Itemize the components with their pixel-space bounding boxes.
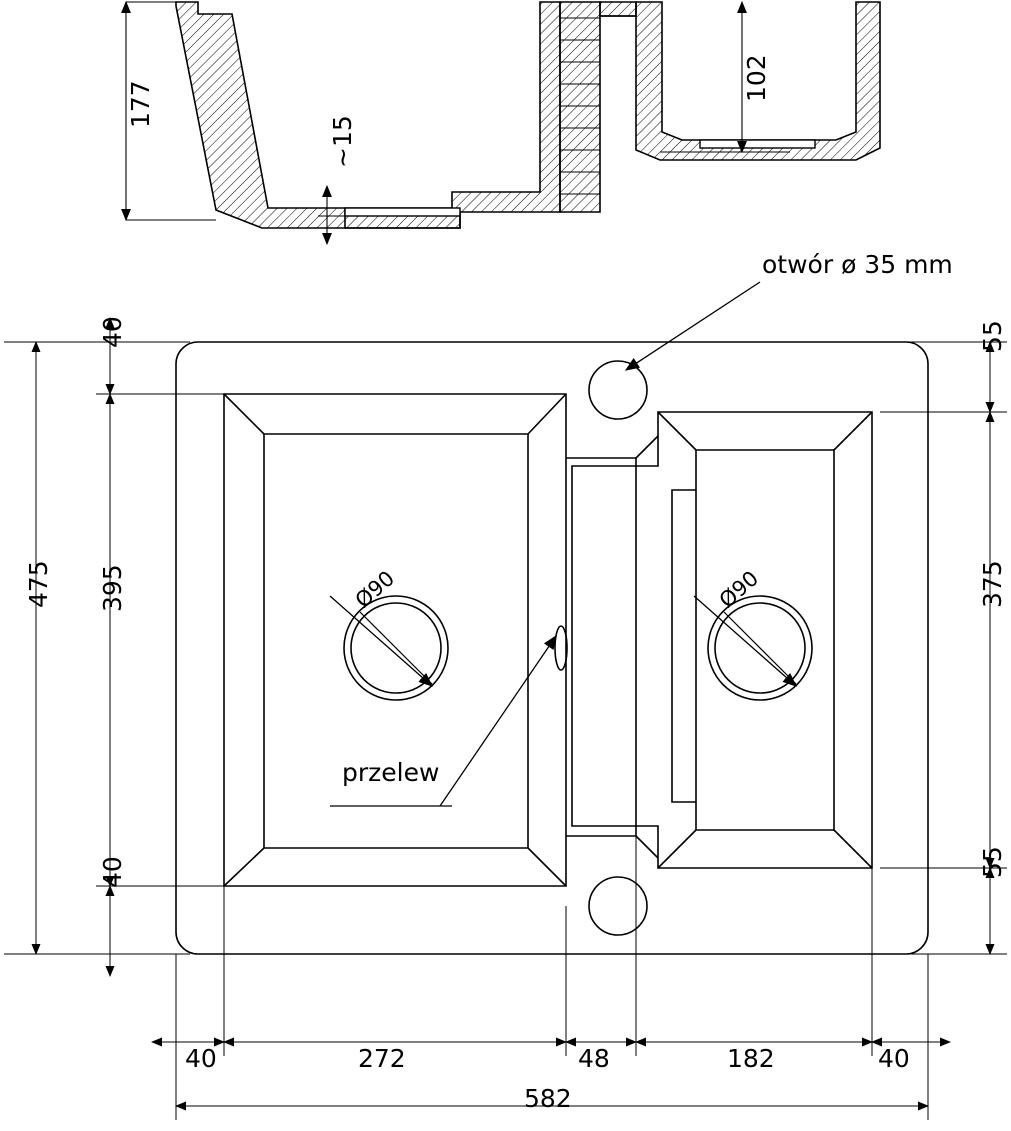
overflow-leader: [440, 636, 556, 806]
divider-section: [560, 2, 600, 212]
top-view-leaders: [330, 282, 796, 806]
dim-label-272: 272: [358, 1044, 406, 1073]
label-right-drain-dia: Ø90: [714, 566, 764, 613]
left-drain-opening: [345, 208, 460, 216]
right-bowl-bevels: [658, 412, 872, 868]
dim-label-582: 582: [524, 1084, 572, 1113]
dim-label-55-top: 55: [978, 320, 1007, 352]
dim-label-475: 475: [24, 560, 53, 608]
dim-label-395: 395: [98, 564, 127, 612]
right-dia-leader: [694, 596, 796, 686]
section-view-geometry: [176, 2, 880, 228]
dim-label-40-right: 40: [878, 1044, 910, 1073]
dim-label-48: 48: [578, 1044, 610, 1073]
left-dia-leader: [330, 596, 432, 686]
callout-overflow: przelew: [342, 758, 440, 787]
dim-label-375: 375: [978, 560, 1007, 608]
callout-tap-hole: otwór ø 35 mm: [762, 250, 953, 279]
divider-channel: [566, 458, 636, 836]
tap-hole-leader: [626, 282, 760, 370]
dim-label-40-top: 40: [98, 316, 127, 348]
dim-label-102: 102: [742, 54, 771, 102]
left-bowl-outer: [224, 394, 566, 886]
dim-label-55-bottom: 55: [978, 846, 1007, 878]
right-bowl-inner: [672, 450, 834, 830]
label-left-drain-dia: Ø90: [350, 566, 400, 613]
left-bowl-section: [176, 2, 560, 228]
right-drain-opening: [700, 140, 815, 148]
left-bowl-bevels: [224, 394, 566, 886]
tap-hole-circle: [589, 361, 647, 419]
dim-label-40-bottom: 40: [98, 856, 127, 888]
top-view-geometry: [176, 342, 928, 954]
dim-label-182: 182: [727, 1044, 775, 1073]
dim-label-15: ~15: [328, 115, 357, 168]
dim-label-40-left: 40: [185, 1044, 217, 1073]
dim-label-177: 177: [126, 80, 155, 128]
second-hole-circle: [589, 877, 647, 935]
bottom-dimension-set: [152, 836, 950, 1120]
